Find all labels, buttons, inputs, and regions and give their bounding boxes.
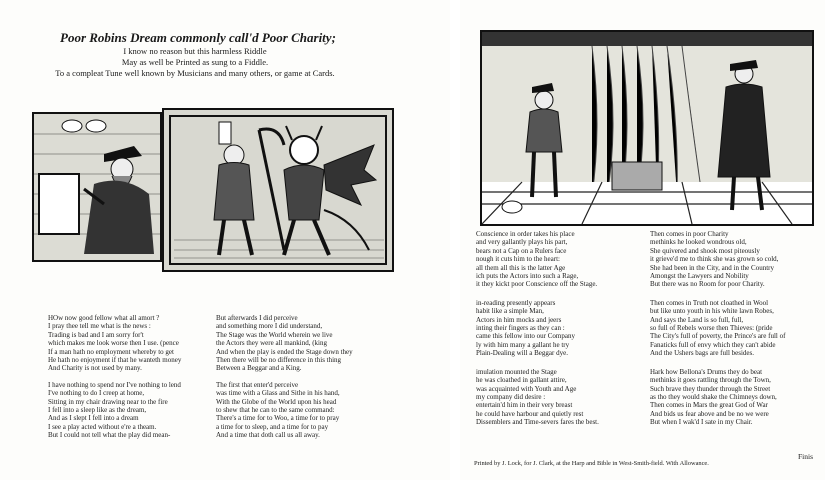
verse-line: I see a play acted without e're a theam. [48,422,157,431]
verse-line: The first that enter'd perceive [216,380,299,389]
verse-column-3 [476,230,646,427]
verse-line [476,289,646,299]
verse-line [476,358,646,368]
verse-line: Then comes in Mars the great God of War [650,401,768,410]
verse-line: but like unto youth in his white lawn Robes, [650,307,774,316]
woodcut-time-and-devil [162,108,394,272]
verse-line: ich puts the Actors into such a Rage, [476,272,579,281]
verse-line: And bids us fear above and be no we were [650,409,769,418]
printer-imprint: Printed by J. Lock, for J. Clark, at the Harp and Bible in West-Smith-field. With Allowance. [474,460,709,467]
verse-line: as tho they would shake the Chimneys down, [650,392,777,401]
verse-line [650,289,822,299]
verse-line: And says the Land is so full, full, [650,315,744,324]
subtitle-line-1: I know no reason but this harmless Riddle [123,46,267,56]
verse-line: it they kickt poor Conscience off the Stage. [476,280,598,289]
verse-line: She had been in the City, and in the Country [650,263,774,272]
verse-line: And as I slept I fell into a dream [48,414,139,423]
verse-line: I have nothing to spend nor I've nothing to lend [48,380,181,389]
verse-line: was time with a Glass and Sithe in his hand, [216,389,340,398]
verse-line: to shew that he can to the same command: [216,406,335,415]
verse-line: it grieve'd me to think she was grown so cold, [650,255,779,264]
verse-line: I've nothing to do I creep at home, [48,389,145,398]
verse-line: ly with him many a gallant he try [476,340,570,349]
verse-line: But when I wak'd I sate in my Chair. [650,418,753,427]
verse-column-2 [216,314,412,440]
verse-line: But there was no Room for poor Charity. [650,280,765,289]
verse-line: he was cloathed in gallant attire, [476,376,567,385]
verse-line: habit like a simple Man, [476,307,544,316]
verse-line: And the Ushers bags are full besides. [650,349,755,358]
verse-line: She quivered and shook most piteously [650,246,760,255]
right-page [460,0,825,480]
verse-line: in-reading presently appears [476,298,556,307]
verse-line: entertain'd him in their very breast [476,401,573,410]
verse-line: Amongst the Lawyers and Nobility [650,272,749,281]
verse-line: Then there will be no difference in this thing [216,356,342,365]
verse-line: Sitting in my chair drawing near to the fire [48,397,168,406]
verse-line: Dissemblers and Time-severs fares the best. [476,418,599,427]
verse-line: so full of Rebels worse then Thieves: (pride [650,324,773,333]
verse-line: Conscience in order takes his place [476,230,575,238]
verse-line [650,358,822,368]
verse-line: Then comes in Truth not cloathed in Wool [650,298,769,307]
verse-line: I fell into a sleep like as the dream, [48,406,147,415]
verse-line: Such brave they thunder through the Street [650,384,771,393]
verse-line: nough it cuts him to the heart: [476,255,560,264]
verse-line: I pray thee tell me what is the news : [48,322,151,331]
verse-line: bears not a Cap on a Rulers face [476,246,567,255]
verse-line: methinks it goes rattling through the Town, [650,376,771,385]
verse-line: But I could not tell what the play did mean- [48,431,171,440]
verse-line: There's a time for to Woo, a time for to pray [216,414,340,423]
verse-line: a time for to sleep, and a time for to pay [216,422,329,431]
verse-line: And Charity is not used by many. [48,364,142,373]
verse-line: all them all this is the latter Age [476,263,566,272]
verse-line: my company did desire : [476,392,546,401]
verse-line: With the Globe of the World upon his head [216,397,337,406]
verse-line: and very gallantly plays his part, [476,238,568,247]
verse-line: imulation mounted the Stage [476,367,557,376]
verse-line: The City's full of poverty, the Prince's are full of [650,332,786,341]
woodcut-stage-scene [480,30,814,226]
verse-line [48,373,214,381]
verse-line: HOw now good fellow what all amort ? [48,314,160,322]
ballad-title: Poor Robins Dream commonly call'd Poor Charity; [60,30,336,45]
verse-line: methinks he looked wondrous old, [650,238,747,247]
verse-line: Between a Beggar and a King. [216,364,302,373]
woodcut-seated-man [32,112,162,262]
verse-line: But afterwards I did perceive [216,314,298,322]
subtitle-line-3: To a compleat Tune well known by Musicians and many others, or game at Cards. [55,68,335,78]
verse-line: Actors in him mocks and jeers [476,315,562,324]
verse-line: And when the play is ended the Stage down they [216,347,353,356]
subtitle-line-2: May as well be Printed as sung to a Fiddle. [121,57,269,67]
verse-line: inting their fingers as they can : [476,324,565,333]
verse-line: came this fellow into our Company [476,332,575,341]
verse-line: the Actors they were all mankind, (king [216,339,327,348]
verse-line: Then comes in poor Charity [650,230,729,238]
finis-mark: Finis [798,452,814,461]
verse-line: If a man hath no employment whereby to get [48,347,174,356]
verse-line: was acquainted with Youth and Age [476,384,577,393]
verse-line [216,373,412,381]
verse-line: Trading is bad and I am sorry for't [48,330,144,339]
verse-line: And a time that doth call us all away. [216,431,320,440]
verse-column-1 [48,314,214,440]
verse-line: Plain-Dealing will a Beggar dye. [476,349,568,358]
verse-line: which makes me look worse then I use. (pence [48,339,179,348]
verse-line: and something more I did understand, [216,322,323,331]
verse-column-4 [650,230,822,427]
verse-line: The Stage was the World wherein we live [216,330,333,339]
verse-line: he could have harbour and quietly rest [476,409,584,418]
verse-line: Hark how Bellona's Drums they do beat [650,367,763,376]
verse-line: He hath no enjoyment if that he wanteth money [48,356,182,365]
verse-line: Fanaticks full of envy which they can't abide [650,340,776,349]
